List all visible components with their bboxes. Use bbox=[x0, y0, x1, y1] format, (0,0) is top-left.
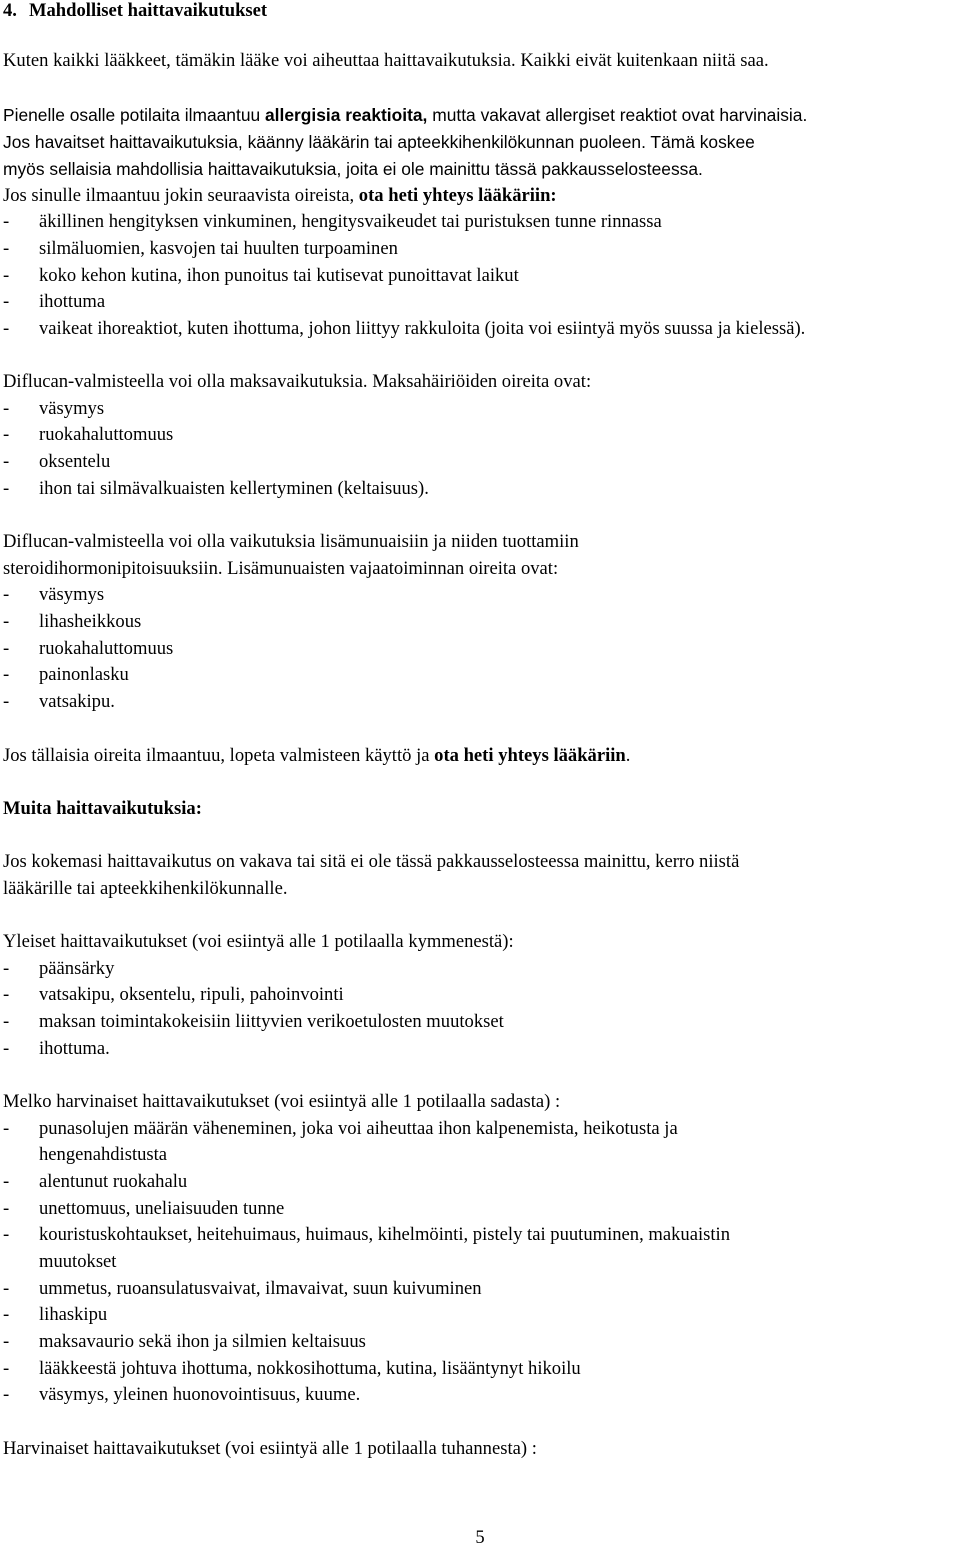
list-item-continuation: hengenahdistusta bbox=[39, 1144, 168, 1165]
list-item: - alentunut ruokahalu bbox=[3, 1171, 188, 1192]
list-item: - äkillinen hengityksen vinkuminen, hengitysvaikeudet tai puristuksen tunne rinnassa bbox=[3, 211, 662, 232]
list-item: - väsymys bbox=[3, 398, 105, 419]
liver-intro: Diflucan-valmisteella voi olla maksavaikutuksia. Maksahäiriöiden oireita ovat: bbox=[3, 371, 592, 392]
common-intro: Yleiset haittavaikutukset (voi esiintyä alle 1 potilaalla kymmenestä): bbox=[3, 931, 514, 952]
list-item: - vaikeat ihoreaktiot, kuten ihottuma, johon liittyy rakkuloita (joita voi esiintyä myös suussa ja kielessä). bbox=[3, 318, 806, 339]
list-item: - lihaskipu bbox=[3, 1304, 108, 1325]
list-item: - ummetus, ruoansulatusvaivat, ilmavaivat, suun kuivuminen bbox=[3, 1278, 482, 1299]
list-item: - punasolujen määrän väheneminen, joka voi aiheuttaa ihon kalpenemista, heikotusta ja bbox=[3, 1118, 678, 1139]
allergy-line-1: Pienelle osalle potilaita ilmaantuu allergisia reaktioita, mutta vakavat allergiset reaktiot ovat harvinaisia. bbox=[3, 105, 808, 125]
list-item: - vatsakipu, oksentelu, ripuli, pahoinvointi bbox=[3, 984, 344, 1005]
page-number: 5 bbox=[475, 1527, 485, 1548]
section-title: Mahdolliset haittavaikutukset bbox=[28, 0, 268, 21]
list-item: - lihasheikkous bbox=[3, 611, 142, 632]
list-item: - ruokahaluttomuus bbox=[3, 424, 174, 445]
list-item: - maksan toimintakokeisiin liittyvien verikoetulosten muutokset bbox=[3, 1011, 504, 1032]
uncommon-intro: Melko harvinaiset haittavaikutukset (voi esiintyä alle 1 potilaalla sadasta) : bbox=[3, 1091, 561, 1112]
contact-doctor-bold: ota heti yhteys lääkäriin bbox=[434, 745, 626, 766]
list-item: - kouristuskohtaukset, heitehuimaus, huimaus, kihelmöinti, pistely tai puutuminen, makuaistin bbox=[3, 1224, 730, 1245]
list-item: - päänsärky bbox=[3, 958, 115, 979]
contact-doctor-bold: ota heti yhteys lääkäriin: bbox=[358, 185, 557, 206]
other-line-1: Jos kokemasi haittavaikutus on vakava tai sitä ei ole tässä pakkausselosteessa mainittu, kerro niistä bbox=[3, 851, 740, 872]
other-effects-heading: Muita haittavaikutuksia: bbox=[3, 798, 202, 819]
section-number: 4. bbox=[3, 0, 17, 21]
list-item: - unettomuus, uneliaisuuden tunne bbox=[3, 1198, 285, 1219]
list-item: - maksavaurio sekä ihon ja silmien keltaisuus bbox=[3, 1331, 366, 1352]
list-item: - oksentelu bbox=[3, 451, 111, 472]
rare-intro: Harvinaiset haittavaikutukset (voi esiintyä alle 1 potilaalla tuhannesta) : bbox=[3, 1438, 537, 1459]
adrenal-intro-1: Diflucan-valmisteella voi olla vaikutuksia lisämunuaisiin ja niiden tuottamiin bbox=[3, 531, 579, 552]
list-item: - väsymys, yleinen huonovointisuus, kuume. bbox=[3, 1384, 361, 1405]
list-item: - ihottuma. bbox=[3, 1038, 110, 1059]
list-item: - koko kehon kutina, ihon punoitus tai kutisevat punoittavat laikut bbox=[3, 265, 519, 286]
other-line-2: lääkärille tai apteekkihenkilökunnalle. bbox=[3, 878, 288, 899]
stop-paragraph: Jos tällaisia oireita ilmaantuu, lopeta valmisteen käyttö ja ota heti yhteys lääkäriin. bbox=[3, 745, 631, 766]
allergy-line-2: Jos havaitset haittavaikutuksia, käänny lääkärin tai apteekkihenkilökunnan puoleen. Tämä koskee bbox=[3, 132, 755, 152]
list-item: - ihottuma bbox=[3, 291, 106, 312]
adrenal-intro-2: steroidihormonipitoisuuksiin. Lisämunuaisten vajaatoiminnan oireita ovat: bbox=[3, 558, 559, 579]
list-item: - ruokahaluttomuus bbox=[3, 638, 174, 659]
list-item: - painonlasku bbox=[3, 664, 129, 685]
list-item: - lääkkeestä johtuva ihottuma, nokkosihottuma, kutina, lisääntynyt hikoilu bbox=[3, 1358, 581, 1379]
allergy-bold-text: allergisia reaktioita, bbox=[265, 105, 428, 125]
intro-paragraph: Kuten kaikki lääkkeet, tämäkin lääke voi aiheuttaa haittavaikutuksia. Kaikki eivät kuitenkaan niitä saa. bbox=[3, 50, 769, 71]
allergy-line-4: Jos sinulle ilmaantuu jokin seuraavista oireista, ota heti yhteys lääkäriin: bbox=[3, 185, 557, 206]
section-heading bbox=[3, 0, 267, 22]
list-item: - väsymys bbox=[3, 584, 105, 605]
list-item-continuation: muutokset bbox=[39, 1251, 117, 1272]
list-item: - silmäluomien, kasvojen tai huulten turpoaminen bbox=[3, 238, 398, 259]
allergy-line-3: myös sellaisia mahdollisia haittavaikutuksia, joita ei ole mainittu tässä pakkausselosteessa. bbox=[3, 159, 703, 179]
list-item: - vatsakipu. bbox=[3, 691, 115, 712]
list-item: - ihon tai silmävalkuaisten kellertyminen (keltaisuus). bbox=[3, 478, 429, 499]
